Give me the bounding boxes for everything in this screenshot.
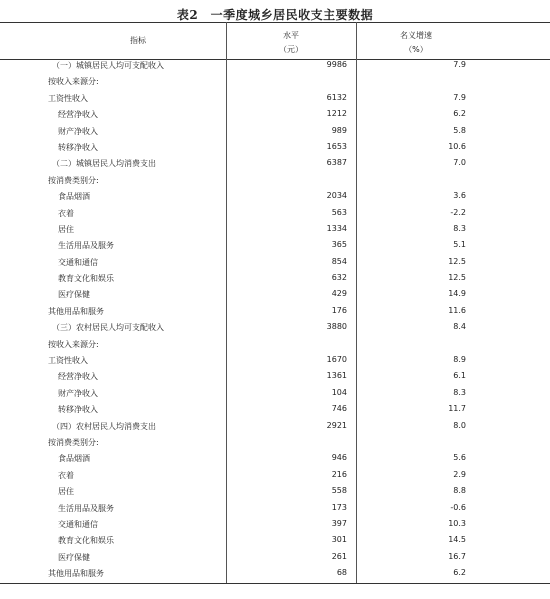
table-title: 表2 一季度城乡居民收支主要数据 [176,8,374,22]
row-value: 429 [331,289,347,299]
row-growth: 5.6 [453,453,466,463]
row-value: 746 [331,404,347,414]
row-label: 其他用品和服务 [48,306,104,316]
row-label: （三）农村居民人均可支配收入 [52,323,164,333]
row-growth: 12.5 [448,256,466,266]
row-label: 食品烟酒 [58,192,90,202]
table-row [0,368,550,384]
row-value: 946 [331,453,347,463]
row-growth: 12.5 [448,273,466,283]
row-growth: -2.2 [450,207,466,217]
row-value: 1653 [326,141,347,151]
row-value: 563 [331,207,347,217]
table-row [0,106,550,122]
row-value: 558 [331,486,347,496]
row-growth: 8.3 [453,387,466,397]
row-value: 1212 [326,109,347,119]
row-growth: 10.3 [448,518,466,528]
row-value: 2034 [326,191,347,201]
row-value: 6132 [326,92,347,102]
table-row [0,385,550,401]
row-label: 衣着 [58,208,74,218]
row-label: 工资性收入 [48,356,88,366]
row-value: 2921 [326,420,347,430]
row-label: 转移净收入 [58,142,98,152]
row-label: （二）城镇居民人均消费支出 [52,159,156,169]
row-value: 397 [331,518,347,528]
row-label: 交通和通信 [58,519,98,529]
table-row [0,401,550,417]
row-growth: 8.4 [453,322,466,332]
table-row [0,483,550,499]
row-value: 173 [331,502,347,512]
row-value: 365 [331,240,347,250]
table-row [0,516,550,532]
row-label: 财产净收入 [58,126,98,136]
table-body [0,57,550,582]
row-growth: 7.9 [453,60,466,69]
row-value: 989 [331,125,347,135]
row-value: 3880 [326,322,347,332]
row-value: 1361 [326,371,347,381]
row-label: 转移净收入 [58,405,98,415]
row-growth: 7.9 [453,92,466,102]
header-level [226,29,356,57]
row-value: 9986 [326,60,347,69]
row-label: 生活用品及服务 [58,241,114,251]
row-growth: 6.1 [453,371,466,381]
table-row [0,172,550,188]
row-value: 301 [331,535,347,545]
row-growth: 5.1 [453,240,466,250]
header-level-title: 水平 [283,31,299,40]
row-value: 6387 [326,158,347,168]
row-label: 按收入来源分: [48,339,99,349]
table-row [0,352,550,368]
table-row [0,57,550,73]
row-growth: 7.0 [453,158,466,168]
row-value: 176 [331,305,347,315]
table-row [0,254,550,270]
row-growth: 14.5 [448,535,466,545]
row-label: 交通和通信 [58,257,98,267]
row-value: 68 [336,568,347,578]
row-label: （四）农村居民人均消费支出 [52,421,156,431]
row-label: 教育文化和娱乐 [58,274,114,284]
row-growth: 6.2 [453,568,466,578]
table-row [0,319,550,335]
table-row [0,286,550,302]
row-label: （一）城镇居民人均可支配收入 [52,61,164,70]
row-value: 1670 [326,355,347,365]
table-row [0,434,550,450]
row-growth: 10.6 [448,141,466,151]
row-label: 其他用品和服务 [48,569,104,579]
table-row [0,467,550,483]
table-row [0,155,550,171]
row-growth: 8.8 [453,486,466,496]
row-value: 104 [331,387,347,397]
table-row [0,139,550,155]
row-value: 632 [331,273,347,283]
row-value: 854 [331,256,347,266]
row-label: 生活用品及服务 [58,503,114,513]
table-row [0,532,550,548]
row-label: 食品烟酒 [58,454,90,464]
row-label: 工资性收入 [48,93,88,103]
row-growth: 6.2 [453,109,466,119]
row-growth: 8.9 [453,355,466,365]
table-row [0,549,550,565]
header-growth [356,29,476,57]
row-label: 居住 [58,224,74,234]
row-growth: 8.3 [453,223,466,233]
table-row [0,418,550,434]
header-indicator: 指标 [130,36,146,45]
table-row [0,188,550,204]
table-row [0,237,550,253]
row-value: 1334 [326,223,347,233]
row-value: 261 [331,551,347,561]
row-label: 经营净收入 [58,110,98,120]
row-growth: 8.0 [453,420,466,430]
row-growth: 11.7 [448,404,466,414]
row-label: 按消费类别分: [48,175,99,185]
header-growth-unit: （%） [404,45,428,54]
row-label: 财产净收入 [58,388,98,398]
row-growth: 3.6 [453,191,466,201]
table-row [0,450,550,466]
row-label: 衣着 [58,470,74,480]
table-row [0,303,550,319]
row-label: 按收入来源分: [48,77,99,87]
row-growth: 16.7 [448,551,466,561]
table-row [0,565,550,581]
row-growth: 2.9 [453,469,466,479]
table-row [0,90,550,106]
header-level-unit: （元） [279,45,303,54]
table-row [0,221,550,237]
row-label: 教育文化和娱乐 [58,536,114,546]
table-row [0,270,550,286]
row-label: 医疗保健 [58,290,90,300]
table-row [0,205,550,221]
row-growth: 11.6 [448,305,466,315]
table-bottom-border [0,583,550,584]
table-row [0,123,550,139]
table-header [0,22,550,60]
row-growth: 14.9 [448,289,466,299]
row-value: 216 [331,469,347,479]
table-row [0,500,550,516]
row-growth: -0.6 [450,502,466,512]
row-label: 按消费类别分: [48,437,99,447]
row-growth: 5.8 [453,125,466,135]
row-label: 医疗保健 [58,552,90,562]
header-growth-title: 名义增速 [400,31,432,40]
table-row [0,73,550,89]
row-label: 居住 [58,487,74,497]
row-label: 经营净收入 [58,372,98,382]
table-row [0,336,550,352]
